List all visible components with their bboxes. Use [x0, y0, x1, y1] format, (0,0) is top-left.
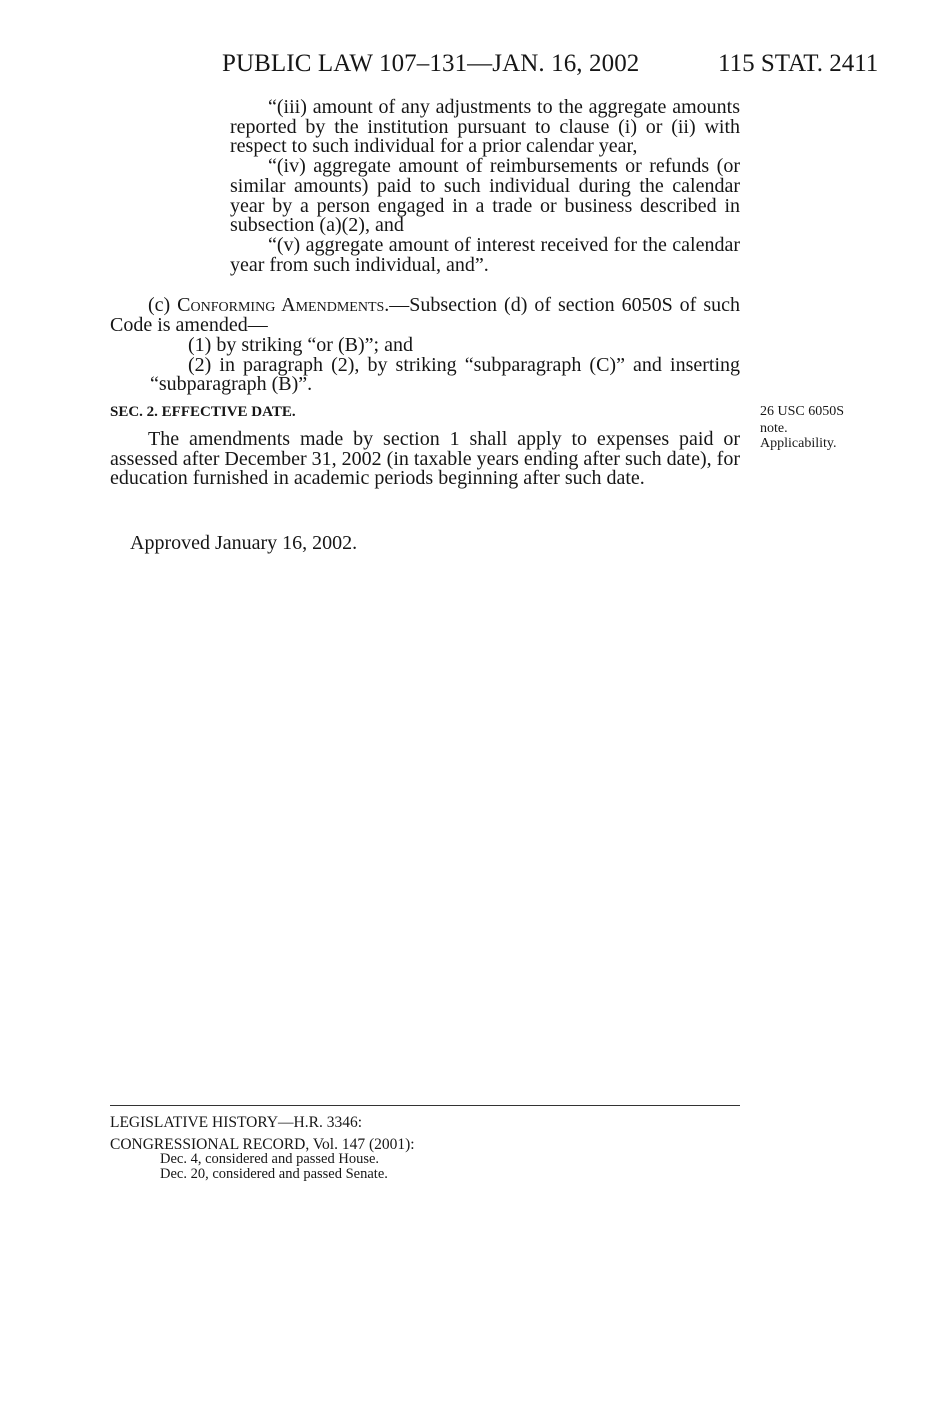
- section-2-body: [110, 430, 740, 489]
- subsection-c: [110, 296, 740, 335]
- margin-citation: 26 USC 6050S: [760, 404, 845, 419]
- margin-note: note.: [760, 421, 788, 436]
- clause-block: [230, 98, 740, 275]
- clause-v: “(v) aggregate amount of interest received for the calendar year from such individual, and”.: [230, 233, 740, 276]
- subsection-c-heading: Conforming Amendments: [177, 294, 385, 316]
- subsection-c-lead: (c): [148, 294, 178, 316]
- clause-iv: “(iv) aggregate amount of reimbursements or refunds (or similar amounts) paid to such individual during the calendar year by a person engaged in a trade or business described in subsection (a)(2), and: [230, 155, 740, 237]
- margin-applicability: Applicability.: [760, 436, 837, 451]
- legislative-history-title: LEGISLATIVE HISTORY—H.R. 3346:: [110, 1114, 363, 1131]
- page-header-stat: 115 STAT. 2411: [718, 50, 879, 77]
- section-2-heading: SEC. 2. EFFECTIVE DATE.: [110, 404, 296, 420]
- approved-date: Approved January 16, 2002.: [130, 532, 358, 554]
- history-entry: Dec. 4, considered and passed House.: [160, 1151, 380, 1167]
- clause-iii: “(iii) amount of any adjustments to the aggregate amounts reported by the institution pursuant to clause (i) or (ii) with respect to such individual for a prior calendar year,: [230, 96, 740, 158]
- congressional-record: CONGRESSIONAL RECORD, Vol. 147 (2001):: [110, 1136, 415, 1153]
- amendment-items: [150, 336, 740, 395]
- item-2: (2) in paragraph (2), by striking “subparagraph (C)” and inserting “subparagraph (B)”.: [150, 353, 740, 396]
- item-1: (1) by striking “or (B)”; and: [188, 334, 413, 356]
- subsection-c-text: .—Subsection (d) of section 6050S of such Code is amended—: [110, 294, 740, 336]
- section-2-paragraph: The amendments made by section 1 shall apply to expenses paid or assessed after December 31, 2002 (in taxable years ending after such date), for education furnished in academic periods beginning after such date.: [110, 428, 740, 490]
- footnote-divider: [110, 1105, 740, 1106]
- subsection-c-paragraph: [110, 296, 740, 335]
- page-header-title: PUBLIC LAW 107–131—JAN. 16, 2002: [222, 50, 640, 77]
- history-entry: Dec. 20, considered and passed Senate.: [160, 1166, 388, 1182]
